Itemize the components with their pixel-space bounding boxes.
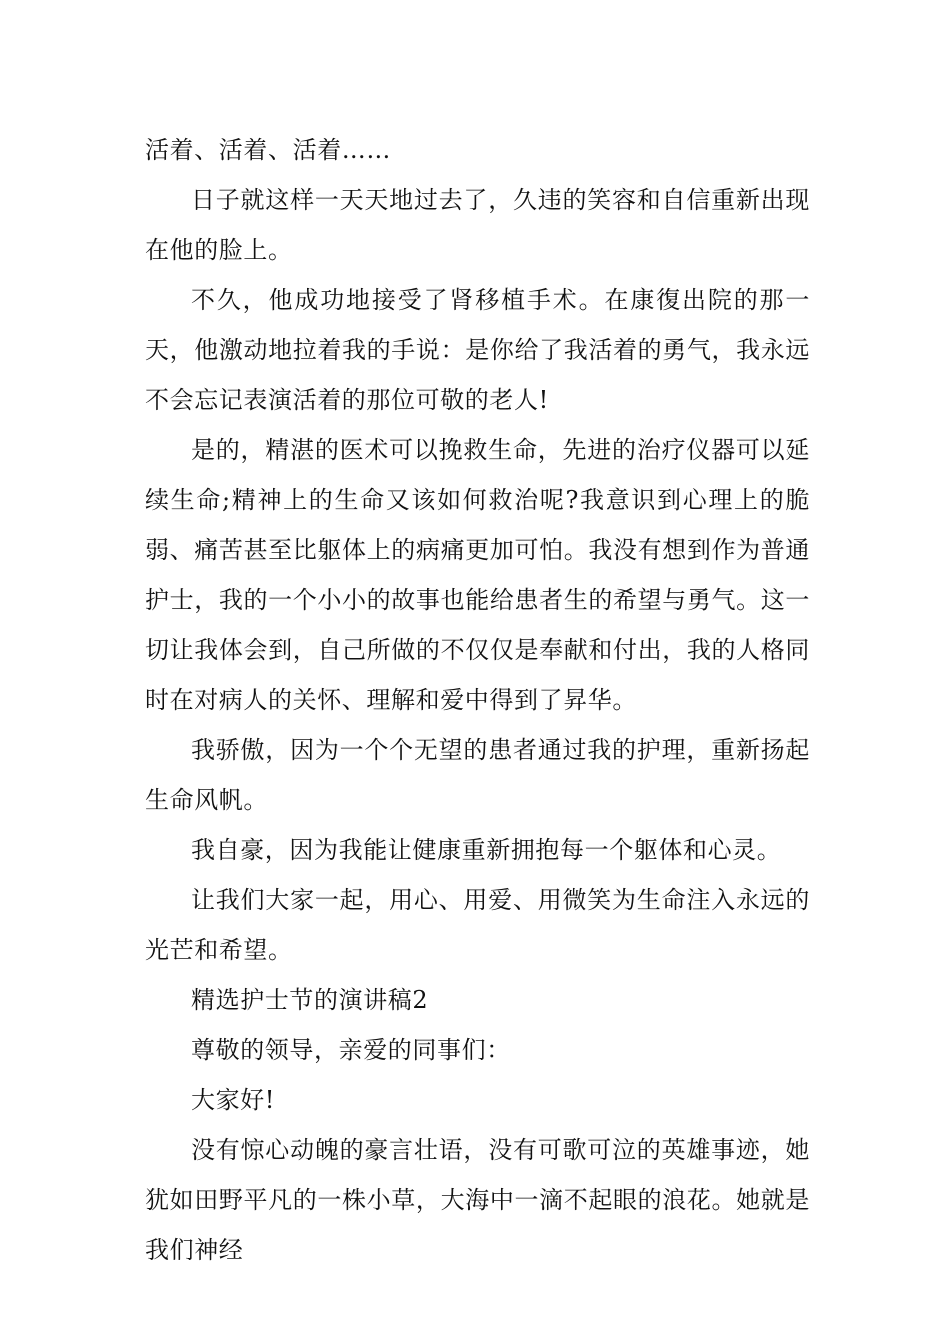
paragraph: 日子就这样一天天地过去了，久违的笑容和自信重新出现在他的脸上。 [145,186,810,264]
paragraph: 不久，他成功地接受了肾移植手术。在康復出院的那一天，他激动地拉着我的手说：是你给了我活着的勇气，我永远不会忘记表演活着的那位可敬的老人! [145,286,810,414]
greeting: 大家好! [191,1086,276,1114]
paragraph: 没有惊心动魄的豪言壮语，没有可歌可泣的英雄事迹，她犹如田野平凡的一株小草，大海中一滴不起眼的浪花。她就是我们神经 [145,1136,810,1264]
paragraph: 我骄傲，因为一个个无望的患者通过我的护理，重新扬起生命风帆。 [145,736,810,814]
section-heading: 精选护士节的演讲稿2 [191,986,429,1014]
paragraph: 活着、活着、活着…… [145,136,391,164]
document-body [145,125,810,1275]
paragraph: 是的，精湛的医术可以挽救生命，先进的治疗仪器可以延续生命;精神上的生命又该如何救治呢?我意识到心理上的脆弱、痛苦甚至比躯体上的病痛更加可怕。我没有想到作为普通护士，我的一个小小的故事也能给患者生的希望与勇气。这一切让我体会到，自己所做的不仅仅是奉献和付出，我的人格同时在对病人的关怀、理解和爱中得到了昇华。 [145,436,810,714]
salutation: 尊敬的领导，亲爱的同事们： [191,1036,511,1064]
paragraph: 我自豪，因为我能让健康重新拥抱每一个躯体和心灵。 [191,836,782,864]
paragraph: 让我们大家一起，用心、用爱、用微笑为生命注入永远的光芒和希望。 [145,886,810,964]
